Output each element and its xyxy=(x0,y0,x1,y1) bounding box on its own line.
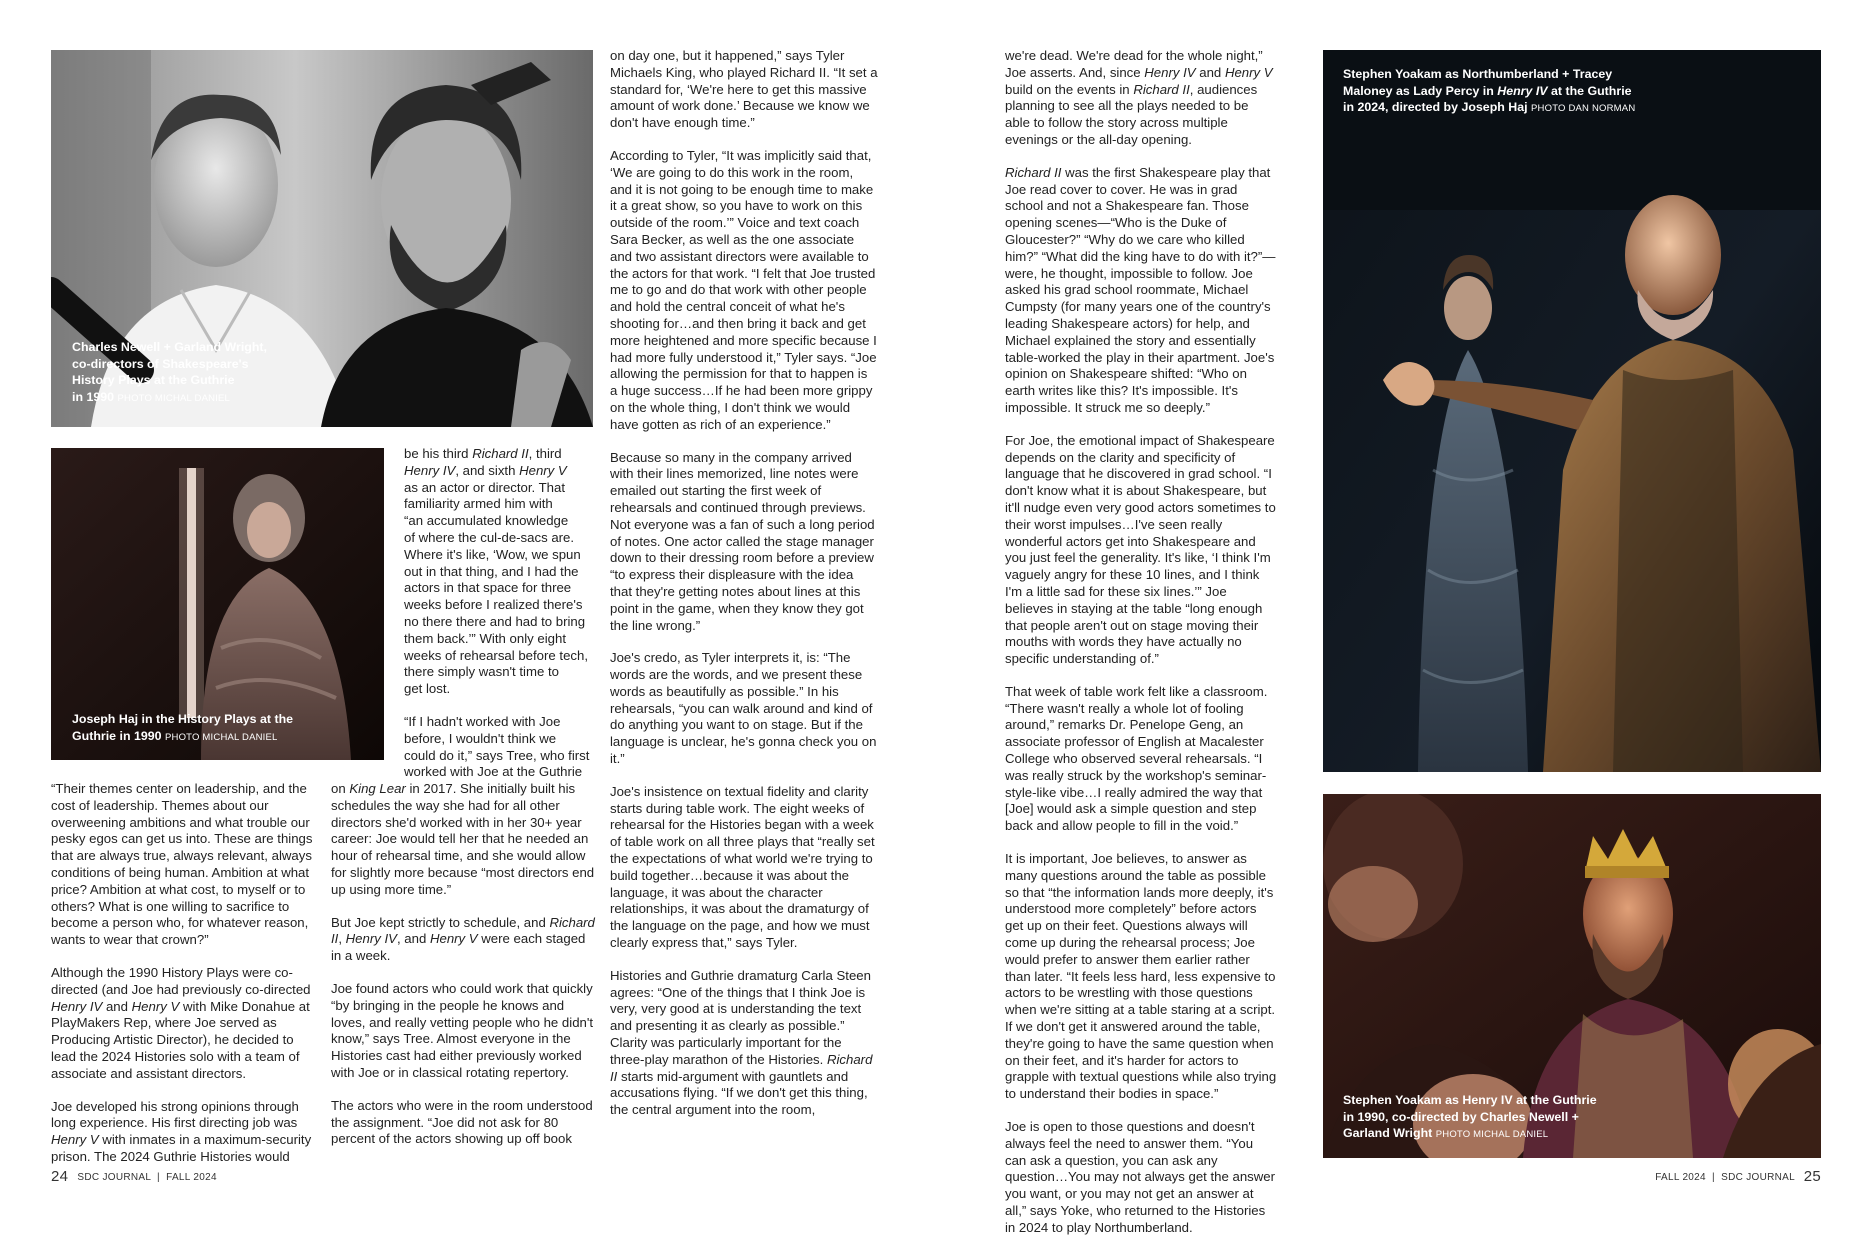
caption-line: in 1990 xyxy=(72,389,115,404)
paragraph: Because so many in the company arrived with their lines memorized, line notes were emailed out starting the first week of rehearsals and continued through previews. Not everyone was a fan of such a long period of notes. One actor called the stage manager down to their dressing room before a preview “to express their displeasure with the idea that they're getting notes about lines at this point in the game, when they know they got the line wrong.” xyxy=(610,449,875,633)
text-line: of where the cul-de-sacs are. xyxy=(404,529,575,545)
paragraph: Joe is open to those questions and doesn't always feel the need to answer them. “You can ask a question, you can ask any question…You may not always get the answer you want, or you may not get an answer at all,” says Yoke, who returned to the Histories in 2024 to play Northumberland. xyxy=(1005,1119,1276,1235)
photo4-caption xyxy=(1343,1092,1597,1144)
caption-line: History Plays at the Guthrie xyxy=(72,373,235,387)
caption-line: Joseph Haj in the History Plays at the xyxy=(72,712,294,726)
left-page xyxy=(0,0,936,1206)
text-line: “an accumulated knowledge xyxy=(404,513,569,529)
photo-credit: PHOTO DAN NORMAN xyxy=(1531,103,1636,114)
paragraph: For Joe, the emotional impact of Shakespeare depends on the clarity and specificity of language that he discovered in grad school. “I don't know what it is about Shakespeare, but it'll nudge even very good actors sometimes to their worst impulses…I've seen really wonderful actors get into Shakespeare and you just feel the generality. It's like, ‘I think I'm vaguely angry for these 10 lines, and I think I'm a little sad for these six lines.’” Joe believes in staying at the table “long enough that people aren't out on stage moving their mouths with words they have actually no specific understanding of.” xyxy=(1005,432,1276,667)
photo-credit: PHOTO MICHAL DANIEL xyxy=(117,392,231,404)
caption-line: in 1990, co-directed by Charles Newell + xyxy=(1343,1109,1579,1124)
caption-line: in 2024, directed by Joseph Haj xyxy=(1343,100,1528,114)
article-column-4 xyxy=(1005,48,1277,1253)
photo-joseph-haj-1990 xyxy=(51,448,384,760)
paragraph: we're dead. We're dead for the whole night,” Joe asserts. And, since Henry IV and Henry V build on the events in Richard II, audiences planning to see all the plays needed to be able to follow the story across multiple evenings or the all-day opening. xyxy=(1005,48,1273,147)
paragraph: The actors who were in the room understood the assignment. “Joe did not ask for 80 percent of the actors showing up off book xyxy=(331,1097,593,1147)
caption-line: Garland Wright xyxy=(1343,1126,1433,1140)
text-line: familiarity armed him with xyxy=(404,496,553,512)
article-column-2 xyxy=(331,781,596,1164)
text-line: could do it,” says Tree, who first xyxy=(404,747,590,763)
stage-photo-northumberland-icon xyxy=(1323,50,1821,772)
page-number: 25 xyxy=(1803,1168,1821,1185)
text-line: as an actor or director. That xyxy=(404,479,566,495)
text-line: out in that thing, and I had the xyxy=(404,563,579,579)
caption-line: Maloney as Lady Percy in Henry IV at the Guthrie xyxy=(1343,83,1632,98)
text-line: be his third Richard II, third xyxy=(404,446,562,461)
text-line: weeks before I realized there's xyxy=(404,597,583,613)
text-line: them back.’” With only eight xyxy=(404,630,566,646)
footer-journal-label: FALL 2024 | SDC JOURNAL xyxy=(1655,1172,1795,1183)
paragraph: Joe developed his strong opinions through long experience. His first directing job was Henry V with inmates in a maximum-security prison. The 2024 Guthrie Histories would xyxy=(51,1098,312,1164)
text-line: get lost. xyxy=(404,681,451,697)
text-line: no there there and had to bring xyxy=(404,613,586,629)
footer-journal-label: SDC JOURNAL | FALL 2024 xyxy=(77,1172,217,1183)
caption-line: Guthrie in 1990 xyxy=(72,728,162,743)
photo-henry-iv-1990 xyxy=(1323,794,1821,1158)
text-line: worked with Joe at the Guthrie xyxy=(404,764,583,780)
text-line: Where it's like, ‘Wow, we spun xyxy=(404,546,581,562)
photo2-caption xyxy=(72,711,293,746)
paragraph: But Joe kept strictly to schedule, and Richard II, Henry IV, and Henry V were each staged in a week. xyxy=(331,914,595,964)
paragraph xyxy=(404,714,600,781)
photo1-caption xyxy=(72,339,267,407)
article-column-1 xyxy=(51,781,316,1182)
paragraph: Although the 1990 History Plays were co-directed (and Joe had previously co-directed Henry IV and Henry V with Mike Donahue at PlayMakers Rep, where Joe served as Producing Artistic Director), he decided to lead the 2024 Histories solo with a team of associate and assistant directors. xyxy=(51,964,311,1081)
photo-newell-wright xyxy=(51,50,593,427)
paragraph: Richard II was the first Shakespeare play that Joe read cover to cover. He was in grad school and not a Shakespeare fan. Those opening scenes—“Who is the Duke of Gloucester?” “Why do we care who killed him?” “What did the king have to do with it?”—were, he thought, impossible to follow. Joe asked his grad school roommate, Michael Cumpsty (for many years one of the country's leading Shakespeare actors) for help, and Michael explained the story and essentially table-worked the play in their apartment. Joe's opinion on Shakespeare shifted: “Who on earth writes like this? It's impossible. It's impossible. It struck me so deeply.” xyxy=(1005,164,1276,415)
text-line: actors in that space for three xyxy=(404,580,572,596)
paragraph: on day one, but it happened,” says Tyler Michaels King, who played Richard II. “It set a standard for, ‘We're here to get this massive amount of work done.’ Because we know we don't have enough time.” xyxy=(610,48,878,131)
paragraph: According to Tyler, “It was implicitly said that, ‘We are going to do this work in the room, and it is not going to be enough time to make it a great show, so you have to work on this outside of the room.’” Voice and text coach Sara Becker, as well as the one associate and two assistant directors were available to the actors for that work. “I felt that Joe trusted me to go and do that work with other people and hold the central conceit of what he's shooting for…and then bring it back and get more heightened and more specific because I had more fully understood it,” Tyler says. “Joe allowing the permission for that to happen is a huge success…If he had been more grippy on the whole thing, I don't think we would have gotten as rich of an experience.” xyxy=(610,147,877,432)
caption-line: Stephen Yoakam as Northumberland + Tracey xyxy=(1343,67,1613,81)
text-line: there simply wasn't time to xyxy=(404,664,559,680)
caption-line: Stephen Yoakam as Henry IV at the Guthrie xyxy=(1343,1093,1597,1107)
caption-line: Charles Newell + Garland Wright, xyxy=(72,340,267,354)
footer-right xyxy=(1655,1168,1821,1185)
paragraph: Joe's credo, as Tyler interprets it, is: “The words are the words, and we present these words as beautifully as possible.” In his rehearsals, “you can walk around and kind of do anything you want to on stage. But if the language is unclear, he's gonna check you on it.” xyxy=(610,650,877,767)
text-line: before, I wouldn't think we xyxy=(404,730,557,746)
text-line: Henry IV, and sixth Henry V xyxy=(404,462,567,478)
photo-northumberland-2024 xyxy=(1323,50,1821,772)
paragraph: Histories and Guthrie dramaturg Carla Steen agrees: “One of the things that I think Joe is very, very good at is understanding the text and presenting it as clearly as possible.” Clarity was particularly important for the three-play marathon of the Histories. Richard II starts mid-argument with gauntlets and accusations flying. “If we don't get this thing, the central argument into the room, xyxy=(610,967,873,1118)
paragraph: It is important, Joe believes, to answer as many questions around the table as possible so that “the information lands more deeply, it's understood more completely” before actors get up on their feet. Questions always will come up during the rehearsal process; Joe would prefer to answer them earlier rather than later. “It feels less hard, less expensive to actors to be wrestling with those questions when we're sitting at a table staring at a script. If we don't get it answered around the table, they're going to have the same question when on their feet, and it's harder for actors to grapple with textual questions while also trying to understand their bodies in space.” xyxy=(1005,851,1277,1102)
photo-credit: PHOTO MICHAL DANIEL xyxy=(164,731,278,743)
text-line: weeks of rehearsal before tech, xyxy=(404,647,588,663)
paragraph: Joe's insistence on textual fidelity and clarity starts during table work. The eight weeks of rehearsal for the Histories began with a week of table work on all three plays that “really set the expectations of what world we're trying to build together…because it was about the language, it was about the character relationships, it was about the dramaturgy of the language on the page, and how we must clearly express that,” says Tyler. xyxy=(610,783,875,951)
paragraph: That week of table work felt like a classroom. “There wasn't really a whole lot of fooling around,” remarks Dr. Penelope Geng, an associate professor of English at Macalester College who observed several rehearsals. “I was really struck by the workshop's seminar-style-like vibe…I really admired the way that [Joe] would ask a simple question and step back and allow people to fill in the void.” xyxy=(1005,683,1268,834)
photo-credit: PHOTO MICHAL DANIEL xyxy=(1435,1129,1549,1140)
paragraph: “Their themes center on leadership, and the cost of leadership. Themes about our overweening ambitions and what trouble our pesky egos can get us into. These are things that are always true, always relevant, always conditions of being human. Ambition at what price? Ambition at what cost, to myself or to others? What is one willing to sacrifice to become a person who, for whatever reason, wants to wear that crown?” xyxy=(51,781,313,948)
page-number: 24 xyxy=(51,1168,69,1185)
right-page xyxy=(936,0,1872,1235)
caption-line: co-directors of Shakespeare's xyxy=(72,356,249,371)
footer-left xyxy=(51,1168,217,1185)
article-column-2-top xyxy=(404,446,600,781)
paragraph xyxy=(404,446,600,698)
photo3-caption xyxy=(1343,66,1635,118)
paragraph: Joe found actors who could work that quickly “by bringing in the people he knows and loves, and really vetting people who he didn't know,” says Tree. Almost everyone in the Histories cast had either previously worked with Joe or in classical rotating repertory. xyxy=(331,980,594,1080)
text-line: “If I hadn't worked with Joe xyxy=(404,713,561,729)
article-column-3 xyxy=(610,48,878,1135)
paragraph: on King Lear in 2017. She initially built his schedules the way she had for all other directors she'd worked with in her 30+ year career: Joe would tell her that he needed an hour of rehearsal time, and she would allow for slightly more because “most directors end up using more time.” xyxy=(331,781,595,897)
